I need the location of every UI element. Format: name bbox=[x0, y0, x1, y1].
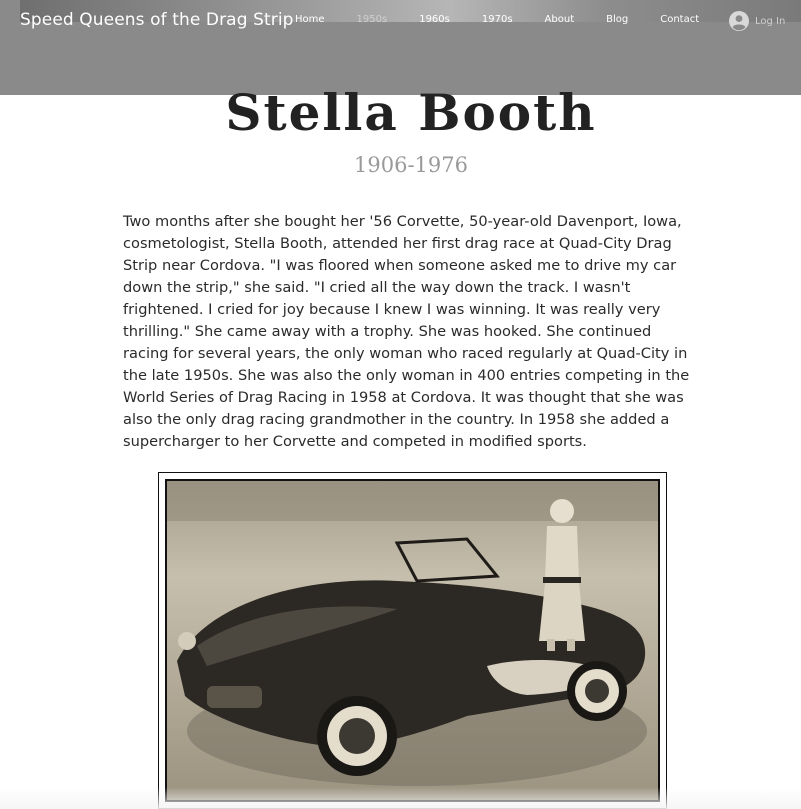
login-label: Log In bbox=[755, 15, 786, 27]
nav-item-about[interactable]: About bbox=[544, 14, 575, 25]
user-avatar-icon bbox=[729, 11, 749, 31]
photo-corvette-stella-booth[interactable] bbox=[165, 479, 660, 802]
nav-item-home[interactable]: Home bbox=[295, 14, 325, 25]
biography-text: Two months after she bought her '56 Corvette, 50-year-old Davenport, Iowa, cosmetologist, Stella Booth, attended her first drag race at Quad-City Drag Strip near Cordova. "I was floored when someone asked me to drive my car down the strip," she said. "I cried all the way down the track. I wasn't frightened. I cried for joy because I knew I was winning. It was really very thrilling." She came away with a trophy. She was hooked. She continued racing for several years, the only woman who raced regularly at Quad-City in the late 1950s. She was also the only woman in 400 entries competing in the World Series of Drag Racing in 1958 at Cordova. It was thought that she was also the only drag racing grandmother in the country. In 1958 she added a supercharger to her Corvette and competed in modified sports. bbox=[123, 213, 690, 450]
nav-item-1960s[interactable]: 1960s bbox=[419, 14, 450, 25]
nav-item-1970s[interactable]: 1970s bbox=[481, 14, 513, 25]
photo-image bbox=[167, 481, 660, 802]
login-button[interactable] bbox=[729, 11, 785, 31]
photo-frame bbox=[158, 472, 667, 809]
site-title[interactable]: Speed Queens of the Drag Strip bbox=[20, 10, 294, 30]
nav-item-contact[interactable]: Contact bbox=[660, 14, 700, 25]
nav-item-1950s[interactable]: 1950s bbox=[356, 14, 388, 25]
page-title: Stella Booth bbox=[225, 83, 597, 142]
site-header bbox=[0, 0, 801, 95]
main-nav bbox=[279, 14, 715, 30]
nav-item-blog[interactable]: Blog bbox=[606, 14, 629, 25]
life-years: 1906-1976 bbox=[354, 153, 468, 177]
